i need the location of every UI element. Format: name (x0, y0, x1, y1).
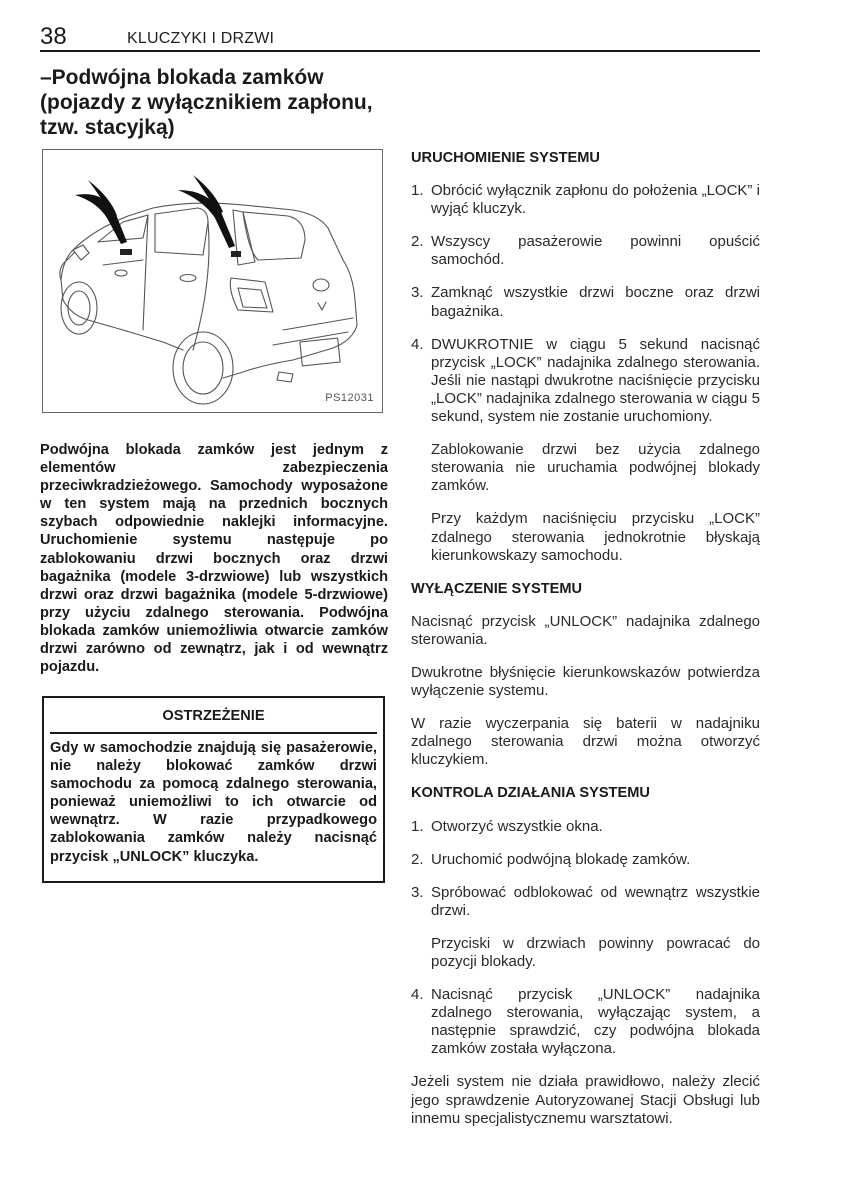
title-line-1: –Podwójna blokada zamków (40, 66, 324, 89)
check-step: 1. Otworzyć wszystkie okna. (411, 817, 603, 835)
deactivation-paragraph: Dwukrotne błyśnięcie kierunkowskazów potwierdza wyłączenie systemu. (411, 663, 760, 700)
car-illustration (42, 149, 383, 413)
activation-note: Przy każdym naciśnięciu przycisku „LOCK” zdalnego sterowania jednokrotnie błyskają kierunkowskazy samochodu. (431, 510, 760, 564)
page-title (40, 65, 400, 140)
activation-step: 1. Obrócić wyłącznik zapłonu do położenia „LOCK” i wyjąć kluczyk. (411, 182, 760, 218)
check-step: 2. Uruchomić podwójną blokadę zamków. (411, 850, 691, 868)
intro-paragraph: Podwójna blokada zamków jest jednym z elementów zabezpieczenia przeciwkradzieżowego. Samochody wyposażone w ten system mają na przednich bocznych szybach odpowiednie naklejki informacyjne. Uruchomienie systemu następuje po zablokowaniu drzwi bocznych oraz drzwi bagażnika (modele 3-drzwiowe) lub wszystkich drzwi oraz drzwi bagażnika (modele 5-drzwiowe) przy użyciu zdalnego sterowania. Podwójna blokada zamków uniemożliwia otwarcie zamków drzwi zarówno od zewnątrz, jak i od wewnątrz pojazdu. (40, 442, 388, 676)
closing-paragraph: Jeżeli system nie działa prawidłowo, należy zlecić jego sprawdzenie Autoryzowanej Stacji Obsługi lub innemu specjalistycznemu warsztatowi. (411, 1073, 760, 1127)
deactivation-paragraph: W razie wyczerpania się baterii w nadajniku zdalnego sterowania drzwi można otworzyć kluczykiem. (411, 715, 760, 769)
right-column (411, 149, 760, 1143)
section-title: KLUCZYKI I DRZWI (127, 30, 275, 47)
warning-body: Gdy w samochodzie znajdują się pasażerowie, nie należy blokować zamków drzwi samochodu za pomocą zdalnego sterowania, ponieważ uniemożliwi to ich otwarcie od wewnątrz. W razie przypadkowego zablokowania zamków należy nacisnąć przycisk „UNLOCK” kluczyka. (50, 740, 377, 865)
deactivation-paragraph: Nacisnąć przycisk „UNLOCK” nadajnika zdalnego sterowania. (411, 612, 760, 648)
warning-box (42, 696, 385, 883)
activation-note: Zablokowanie drzwi bez użycia zdalnego sterowania nie uruchamia podwójnej blokady zamków. (431, 441, 760, 495)
heading-deactivation: WYŁĄCZENIE SYSTEMU (411, 580, 583, 597)
page-header (40, 24, 760, 52)
activation-step: 2. Wszyscy pasażerowie powinni opuścić samochód. (411, 233, 760, 269)
title-line-3: tzw. stacyjką) (40, 116, 175, 139)
title-line-2: (pojazdy z wyłącznikiem zapłonu, (40, 91, 373, 114)
activation-step: 4. DWUKROTNIE w ciągu 5 sekund nacisnąć przycisk „LOCK” nadajnika zdalnego sterowania. Jeśli nie nastąpi dwukrotne naciśnięcie przycisku „LOCK” nadajnika zdalnego sterowania w ciągu 5 sekund, system nie zostanie uruchomiony. (411, 335, 760, 426)
activation-step: 3. Zamknąć wszystkie drzwi boczne oraz drzwi bagażnika. (411, 284, 760, 320)
heading-activation: URUCHOMIENIE SYSTEMU (411, 150, 600, 166)
page-number: 38 (40, 23, 67, 50)
warning-title: OSTRZEŻENIE (50, 706, 377, 734)
heading-check: KONTROLA DZIAŁANIA SYSTEMU (411, 785, 650, 802)
figure-code: PS12031 (325, 392, 374, 404)
check-note: Przyciski w drzwiach powinny powracać do pozycji blokady. (431, 934, 760, 970)
check-step: 3. Spróbować odblokować od wewnątrz wszystkie drzwi. (411, 883, 760, 919)
check-step: 4. Nacisnąć przycisk „UNLOCK” nadajnika zdalnego sterowania, wyłączając system, a następnie sprawdzić, czy podwójna blokada zamków została wyłączona. (411, 986, 760, 1058)
car-rear-view-icon (43, 150, 382, 412)
